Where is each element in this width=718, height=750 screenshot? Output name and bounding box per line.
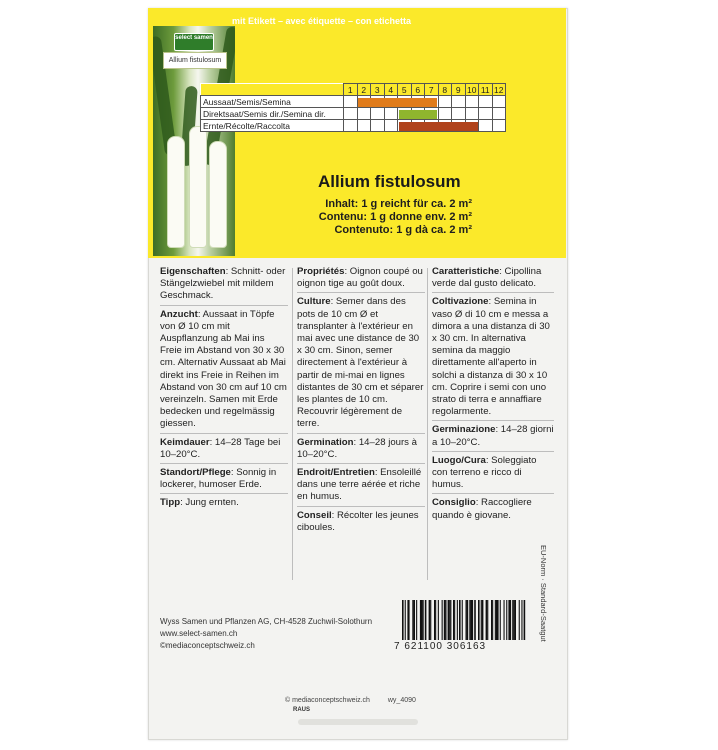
de-section-heading: Eigenschaften <box>160 266 226 277</box>
month-3: 3 <box>371 84 385 96</box>
fr-section-heading: Germination <box>297 436 354 448</box>
calendar-cell <box>438 96 452 108</box>
barcode-bar <box>405 600 406 640</box>
fr-section-text: : Récolter les jeunes ciboules. <box>297 509 419 533</box>
calendar-cell <box>438 108 452 120</box>
company-address <box>160 616 372 652</box>
barcode-bar <box>474 600 476 640</box>
fr-section-text: : Ensoleillé dans une terre aérée et riche en humus. <box>297 467 422 503</box>
it-section <box>432 455 554 495</box>
de-section-text: : Sonnig in lockerer, humoser Erde. <box>160 467 277 491</box>
de-section <box>160 467 288 494</box>
barcode-bar <box>482 600 484 640</box>
de-section-text: : Schnitt- oder Stängelzwiebel mit mildem Geschmack. <box>160 266 286 302</box>
barcode-bar <box>487 600 488 640</box>
barcode-bar <box>425 600 427 640</box>
contents-fr: Contenu: 1 g donne env. 2 m² <box>318 211 472 223</box>
it-section-text: : Semina in vaso Ø di 10 cm e messa a dimora a una distanza di 30 x 30 cm. In alternativa semina da maggio direttamente all'aperto in solchi a distanza di 30 x 10 cm. Coprire i semi con uno strato di terra e annaffiare regolarmente. <box>432 296 550 418</box>
calendar-cell <box>492 96 506 108</box>
month-9: 9 <box>452 84 466 96</box>
contents-info <box>300 198 472 237</box>
it-section-heading: Caratteristiche <box>432 266 500 277</box>
barcode-bar <box>449 600 450 640</box>
barcode-bar <box>469 600 470 640</box>
barcode-bar <box>515 600 516 640</box>
barcode-bar <box>454 600 455 640</box>
de-section-text: : Aussaat in Töpfe von Ø 10 cm mit Auspflanzung ab Mai ins Freie im Abstand von 30 x 30 cm. Alternativ Aussaat ab Mai direkt ins Freie in Reihen im Abstand von 30 cm auf 10 cm vereinzeln. Samen mit Erde bedecken und regelmässig giessen. <box>160 308 287 430</box>
calendar-cell <box>479 108 493 120</box>
it-section-text: : Soleggiato con terreno e ricco di humus. <box>432 454 537 491</box>
calendar-cell <box>452 96 466 108</box>
calendar-cell <box>465 96 479 108</box>
barcode-bar <box>514 600 515 640</box>
calendar-cell <box>384 120 398 132</box>
contents-de: Inhalt: 1 g reicht für ca. 2 m² <box>325 198 472 210</box>
it-section-heading: Consiglio <box>432 497 476 509</box>
barcode-bar <box>462 600 463 640</box>
barcode-bar <box>413 600 415 640</box>
barcode-bar <box>402 600 404 640</box>
brand-logo: select samen <box>174 33 214 51</box>
calendar-cell <box>465 108 479 120</box>
column-german <box>160 266 288 515</box>
fr-section <box>297 266 425 293</box>
designer-credit: ©mediaconceptschweiz.ch <box>160 641 255 650</box>
calendar-period-bar <box>358 98 437 107</box>
calendar-row-label: Ernte/Récolte/Raccolta <box>201 120 344 132</box>
fr-section-heading: Propriétés <box>297 266 345 277</box>
de-section <box>160 266 288 306</box>
it-section <box>432 296 554 421</box>
month-8: 8 <box>438 84 452 96</box>
column-divider <box>427 268 428 580</box>
it-section-heading: Germinazione <box>432 424 496 436</box>
barcode-bar <box>481 600 482 640</box>
fr-section-heading: Conseil <box>297 509 332 521</box>
barcode-bar <box>472 600 473 640</box>
month-12: 12 <box>492 84 506 96</box>
barcode-bar <box>510 600 511 640</box>
it-section-text: : Raccogliere quando è giovane. <box>432 497 532 521</box>
month-5: 5 <box>398 84 412 96</box>
de-section-heading: Tipp <box>160 497 181 509</box>
de-section-heading: Anzucht <box>160 308 198 320</box>
barcode-bar <box>486 600 488 640</box>
calendar-cell <box>344 108 358 120</box>
de-section-text: : Jung ernten. <box>180 497 239 509</box>
barcode-bar <box>512 600 514 640</box>
calendar-cell <box>344 96 358 108</box>
calendar-row-label: Direktsaat/Semis dir./Semina dir. <box>201 108 344 120</box>
fr-section-heading: Endroit/Entretien <box>297 467 375 479</box>
fr-section <box>297 467 425 507</box>
barcode-bar <box>442 600 443 640</box>
barcode-bar <box>416 600 417 640</box>
it-section <box>432 497 554 523</box>
calendar-period-bar <box>399 122 478 131</box>
barcode-bar <box>444 600 446 640</box>
barcode-bar <box>407 600 408 640</box>
barcode-bar <box>504 600 505 640</box>
de-section-text: : 14–28 Tage bei 10–20°C. <box>160 436 281 460</box>
fr-section-text: : Semer dans des pots de 10 cm Ø et transplanter à l'extérieur en mai avec une distance de 30 x 30 cm. Sinon, semer directement à l'extérieur à partir de mi-mai en lignes distantes de 30 cm et séparer les plantes de 10 cm. Recouvrir légèrement de terre. <box>297 296 424 430</box>
barcode-bar <box>435 600 436 640</box>
barcode-bar <box>496 600 497 640</box>
de-section <box>160 309 288 434</box>
label-tag: Allium fistulosum <box>163 52 227 69</box>
barcode-bar <box>521 600 522 640</box>
de-section <box>160 437 288 464</box>
month-10: 10 <box>465 84 479 96</box>
calendar-row <box>201 108 506 120</box>
column-italian <box>432 266 554 527</box>
calendar-cell <box>371 108 385 120</box>
fr-section <box>297 296 425 433</box>
barcode-bar <box>466 600 467 640</box>
barcode <box>400 600 545 644</box>
eu-norm-label: EU-Norm · Standard-Saatgut <box>539 545 548 642</box>
column-divider <box>292 268 293 580</box>
footer <box>285 697 432 704</box>
it-section-text: : 14–28 giorni a 10–20°C. <box>432 424 554 448</box>
fr-section <box>297 437 425 464</box>
barcode-bar <box>448 600 450 640</box>
footer-copyright: © mediaconceptschweiz.ch <box>285 697 370 704</box>
month-11: 11 <box>479 84 493 96</box>
barcode-bar <box>453 600 454 640</box>
de-section-heading: Standort/Pflege <box>160 467 231 479</box>
barcode-bar <box>519 600 520 640</box>
it-section-text: : Cipollina verde dal gusto delicato. <box>432 266 542 290</box>
calendar-cell <box>452 108 466 120</box>
barcode-bar <box>429 600 431 640</box>
address-line: Wyss Samen und Pflanzen AG, CH-4528 Zuchwil-Solothurn <box>160 617 373 626</box>
hanging-slot <box>298 719 418 725</box>
website: www.select-samen.ch <box>160 629 238 638</box>
barcode-bar <box>409 600 410 640</box>
calendar-cell <box>479 120 493 132</box>
calendar-row <box>201 96 506 108</box>
contents-it: Contenuto: 1 g dà ca. 2 m² <box>334 224 472 236</box>
barcode-bar <box>506 600 507 640</box>
barcode-number: 7 621100 306163 <box>394 641 487 652</box>
barcode-bar <box>423 600 424 640</box>
barcode-bar <box>500 600 501 640</box>
calendar-month-row <box>201 84 506 96</box>
barcode-bar <box>495 600 496 640</box>
barcode-bar <box>508 600 510 640</box>
month-4: 4 <box>384 84 398 96</box>
fr-section-heading: Culture <box>297 296 331 308</box>
it-section <box>432 424 554 451</box>
fr-section <box>297 510 425 536</box>
footer-code: wy_4090 <box>387 697 416 704</box>
barcode-bar <box>430 600 431 640</box>
calendar-cell <box>357 120 371 132</box>
barcode-bar <box>467 600 469 640</box>
de-section <box>160 497 288 511</box>
barcode-bar <box>524 600 526 640</box>
barcode-bar <box>492 600 493 640</box>
barcode-bar <box>450 600 451 640</box>
barcode-bar <box>421 600 423 640</box>
barcode-bar <box>445 600 446 640</box>
barcode-bar <box>470 600 472 640</box>
month-1: 1 <box>344 84 358 96</box>
species-title: Allium fistulosum <box>318 172 461 191</box>
barcode-bar <box>412 600 413 640</box>
month-2: 2 <box>357 84 371 96</box>
calendar-cell <box>492 120 506 132</box>
barcode-bar <box>491 600 492 640</box>
calendar-cell <box>357 108 371 120</box>
month-7: 7 <box>425 84 439 96</box>
fr-section-text: : 14–28 jours à 10–20°C. <box>297 436 417 460</box>
calendar-period-bar <box>399 110 438 119</box>
month-6: 6 <box>411 84 425 96</box>
barcode-bar <box>497 600 499 640</box>
calendar-cell <box>479 96 493 108</box>
calendar-cell <box>492 108 506 120</box>
barcode-bar <box>420 600 421 640</box>
footer-mark: RAUS <box>293 707 311 713</box>
it-section-heading: Coltivazione <box>432 296 489 308</box>
barcode-bar <box>459 600 461 640</box>
barcode-bar <box>478 600 480 640</box>
label-note: mit Etikett – avec étiquette – con etichetta <box>232 16 412 26</box>
column-french <box>297 266 425 539</box>
it-section <box>432 266 554 293</box>
calendar-row-label: Aussaat/Semis/Semina <box>201 96 344 108</box>
barcode-bar <box>457 600 458 640</box>
de-section-heading: Keimdauer <box>160 436 210 448</box>
calendar-cell <box>344 120 358 132</box>
calendar-cell <box>371 120 385 132</box>
fr-section-text: : Oignon coupé ou oignon tige au goût doux. <box>297 266 423 290</box>
it-section-heading: Luogo/Cura <box>432 454 486 466</box>
calendar-cell <box>384 108 398 120</box>
barcode-bar <box>434 600 435 640</box>
barcode-bar <box>438 600 439 640</box>
